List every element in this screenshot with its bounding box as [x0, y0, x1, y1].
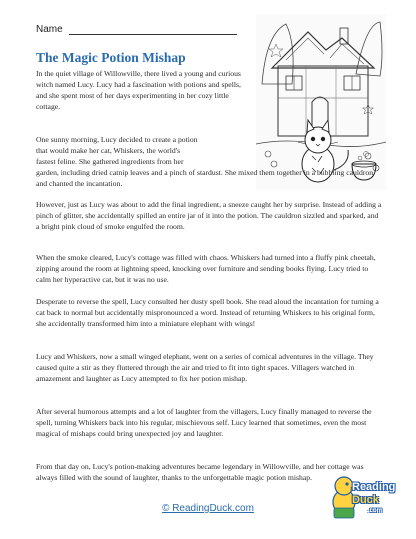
paragraph-2-line-2: that would make her cat, Whiskers, the world's: [36, 146, 181, 155]
paragraph-6: Lucy and Whiskers, now a small winged elephant, went on a series of comical adventures in the village. They caused quite a stir as they fluttered through the air and tried to fit into tight spaces. Villagers watched in amazement and laughter as Lucy attempted to fix her potion mishap.: [36, 352, 374, 383]
name-line[interactable]: [69, 24, 237, 35]
paragraph-2-rest: garden, including dried catnip leaves and a pinch of stardust. She mixed them together in a bubbling cauldron and chanted the incantation.: [36, 168, 374, 188]
paragraph-4: When the smoke cleared, Lucy's cottage was filled with chaos. Whiskers had turned into a fluffy pink cheetah, zipping around the room at lightning speed, knocking over furniture and sending books flying. Lucy tried to calm her hyperactive cat, but it was no use.: [36, 253, 376, 284]
paragraph-2: [36, 134, 382, 189]
paragraph-2-line-1: One sunny morning, Lucy decided to create a potion: [36, 135, 198, 144]
logo-text-com: .com: [368, 508, 383, 514]
paragraph-8: From that day on, Lucy's potion-making adventures became legendary in Willowville, and her cottage was always filled with the sound of laughter, thanks to the unforgettable magic potion mishap.: [36, 462, 364, 482]
paragraph-2-line-3: fastest feline. She gathered ingredients from her: [36, 157, 184, 166]
name-label: Name: [36, 24, 63, 35]
name-row: [36, 24, 237, 35]
paragraph-5: Desperate to reverse the spell, Lucy consulted her dusty spell book. She read aloud the incantation for turning a cat back to normal but accidentally mispronounced a word. Instead of returning Whiskers to his original form, she accidentally transformed him into a miniature elephant with wings!: [36, 297, 379, 328]
logo-text-duck: Duck: [352, 494, 379, 506]
paragraph-1: In the quiet village of Willowville, there lived a young and curious witch named Lucy. Lucy had a fascination with potions and spells, and she spent most of her days experimenting in her cozy little cottage.: [36, 69, 241, 111]
paragraph-3: However, just as Lucy was about to add the final ingredient, a sneeze caught her by surprise. Instead of adding a pinch of glitter, she accidentally spilled an entire jar of it into the potion. The cauldron sizzled and sparked, and a bright pink cloud of smoke engulfed the room.: [36, 200, 382, 231]
story-title: The Magic Potion Mishap: [36, 50, 186, 65]
paragraph-7: After several humorous attempts and a lot of laughter from the villagers, Lucy finally managed to reverse the spell, turning Whiskers back into his regular, mischievous self. Lucy learned that sometimes, even the most magical of mishaps could bring unexpected joy and laughter.: [36, 407, 372, 438]
copyright-link[interactable]: © ReadingDuck.com: [162, 503, 254, 514]
logo-text-reading: Reading: [352, 481, 396, 493]
